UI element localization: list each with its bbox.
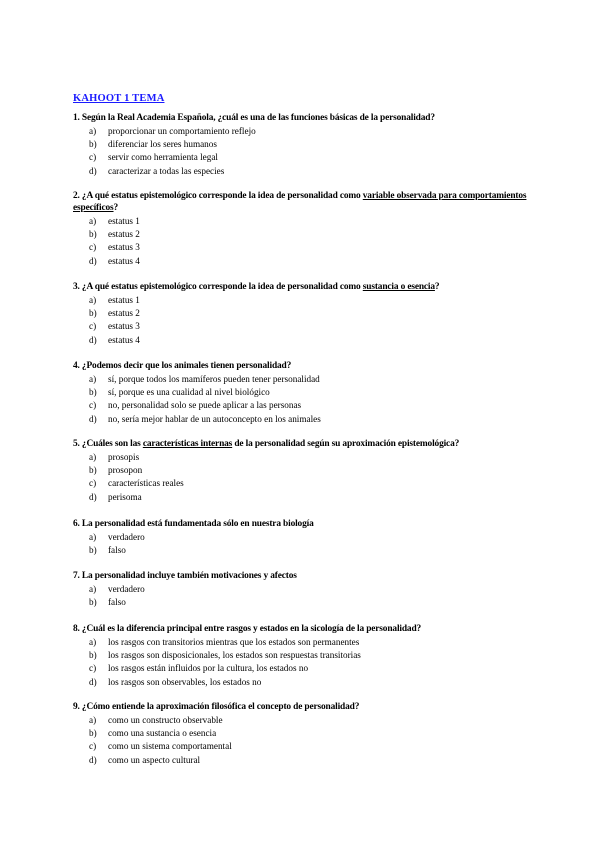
option-a: a) verdadero [89,532,145,542]
option-b: b) falso [89,597,126,608]
option-d: d) estatus 4 [89,334,140,345]
question-text: 1. Según la Real Academia Española, ¿cuál es una de las funciones básicas de la personalidad? [73,113,435,123]
question-text: 8. ¿Cuál es la diferencia principal entre rasgos y estados en la sicología de la personalidad? [73,624,422,634]
option-b: b) estatus 2 [89,229,140,240]
question-1 [73,112,533,178]
option-d: d) caracterizar a todas las especies [89,165,225,176]
option-b: b) los rasgos son disposicionales, los estados son respuestas transitorias [89,650,361,661]
option-a: a) prosopis [89,452,140,462]
question-5 [73,438,533,504]
option-d: d) no, sería mejor hablar de un autoconcepto en los animales [89,413,321,424]
question-9 [73,701,533,767]
option-a: a) estatus 1 [89,295,140,305]
option-a: a) proporcionar un comportamiento reflejo [89,126,256,136]
option-b: b) estatus 2 [89,308,140,319]
option-c: c) no, personalidad solo se puede aplicar a las personas [89,400,302,411]
option-b: b) sí, porque es una cualidad al nivel biológico [89,387,270,398]
question-text: 7. La personalidad incluye también motivaciones y afectos [73,571,297,581]
question-3 [73,281,533,347]
option-c: c) servir como herramienta legal [89,152,218,163]
option-a: a) estatus 1 [89,216,140,226]
question-text: 2. ¿A qué estatus epistemológico corresponde la idea de personalidad como variable observada para comportamientos específicos? [73,191,527,213]
option-d: d) los rasgos son observables, los estados no [89,676,262,687]
option-c: c) como un sistema comportamental [89,741,232,752]
question-text: 9. ¿Cómo entiende la aproximación filosófica el concepto de personalidad? [73,702,360,712]
page-title: KAHOOT 1 TEMA [73,93,165,104]
option-d: d) como un aspecto cultural [89,754,201,765]
option-a: a) como un constructo observable [89,715,223,725]
question-6 [73,518,533,557]
option-b: b) como una sustancia o esencia [89,728,217,739]
option-b: b) falso [89,545,126,556]
option-d: d) perisoma [89,491,142,502]
option-b: b) prosopon [89,465,143,476]
question-text: 4. ¿Podemos decir que los animales tienen personalidad? [73,361,292,371]
option-c: c) estatus 3 [89,242,140,253]
option-a: a) sí, porque todos los mamíferos pueden tener personalidad [89,374,320,384]
option-c: c) características reales [89,478,184,489]
question-2 [73,190,533,268]
question-7 [73,570,533,609]
option-a: a) verdadero [89,584,145,594]
question-8 [73,623,533,689]
option-b: b) diferenciar los seres humanos [89,139,217,150]
question-text: 6. La personalidad está fundamentada sólo en nuestra biología [73,519,314,529]
option-d: d) estatus 4 [89,255,140,266]
question-text: 5. ¿Cuáles son las características internas de la personalidad según su aproximación epistemológica? [73,439,460,449]
question-text: 3. ¿A qué estatus epistemológico corresponde la idea de personalidad como sustancia o esencia? [73,282,440,292]
option-c: c) los rasgos están influidos por la cultura, los estados no [89,663,309,674]
option-c: c) estatus 3 [89,321,140,332]
option-a: a) los rasgos con transitorios mientras que los estados son permanentes [89,637,360,647]
question-4 [73,360,533,426]
